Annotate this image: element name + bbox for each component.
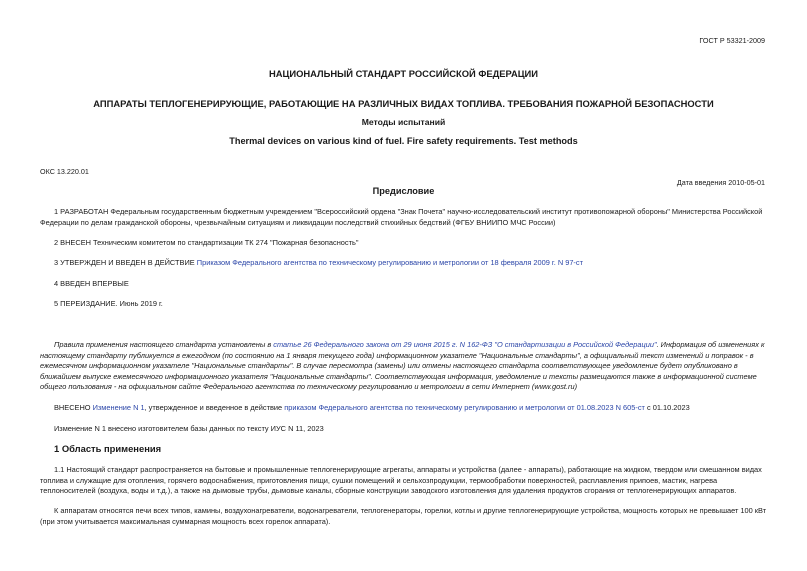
- introduction-date: Дата введения 2010-05-01: [676, 178, 765, 187]
- application-rules-text: Правила применения настоящего стандарта установлены в: [54, 340, 274, 349]
- title-english: Thermal devices on various kind of fuel. Fire safety requirements. Test methods: [229, 136, 578, 146]
- amendment-prefix: ВНЕСЕНО: [54, 403, 93, 412]
- foreword-heading: Предисловие: [372, 186, 435, 196]
- title-standard: НАЦИОНАЛЬНЫЙ СТАНДАРТ РОССИЙСКОЙ ФЕДЕРАЦИИ: [268, 68, 539, 79]
- foreword-item-1: 1 РАЗРАБОТАН Федеральным государственным бюджетным учреждением "Всероссийский ордена "Знак Почета" научно-исследовательский институт противопожарной обороны" Министерства Российской Федерации по делам гражданской обороны, чрезвычайным ситуациям и ликвидации последствий стихийных бедствий (ФГБУ ВНИИПО МЧС России): [40, 207, 763, 227]
- amendment-order-link[interactable]: приказом Федерального агентства по техническому регулированию и метрологии от 01.08.2023 N 605-ст: [284, 403, 645, 412]
- amendment-note: [40, 403, 773, 414]
- application-rules-rest: . Информация об изменениях к настоящему стандарту публикуется в ежегодном (по состоянию на 1 января текущего года) информационном указателе "Национальные стандарты", а официальный текст изменений и поправок - в ежемесячном информационном указателе "Национальные стандарты". В случае пересмотра (замены) или отмены настоящего стандарта соответствующее уведомление будет опубликовано в ближайшем выпуске ежемесячного информационного указателя "Национальные стандарты". Соответствующая информация, уведомление и тексты размещаются также в информационной системе общего пользования - на официальном сайте Федерального агентства по техническому регулированию и метрологии в сети Интернет (www.gost.ru): [40, 340, 765, 391]
- foreword-item-3-text: 3 УТВЕРЖДЕН И ВВЕДЕН В ДЕЙСТВИЕ: [54, 258, 197, 267]
- foreword-item-3: [40, 258, 773, 269]
- section-1-heading: 1 Область применения: [54, 443, 162, 454]
- change-note: Изменение N 1 внесено изготовителем базы данных по тексту ИУС N 11, 2023: [54, 424, 324, 433]
- amendment-1-link[interactable]: Изменение N 1: [92, 403, 145, 412]
- oks-code: ОКС 13.220.01: [40, 167, 89, 176]
- approval-order-link[interactable]: Приказом Федерального агентства по техническому регулированию и метрологии от 18 февраля 2009 г. N 97-ст: [196, 258, 583, 267]
- document-code: ГОСТ Р 53321-2009: [699, 36, 765, 45]
- section-1-clause-1-1: 1.1 Настоящий стандарт распространяется на бытовые и промышленные теплогенерирующие агрегаты, аппараты и устройства (далее - аппараты), работающие на жидком, твердом или смешанном видах топлива и служащие для отопления, горячего водоснабжения, приготовления пищи, сушки помещений и сельхозпродукции, термообработки поверхностей, расплавления припоев, мастик, нагрева теплоносителей (воздуха, воды и т.д.), а также на дымовые трубы, дымовые каналы, сборные конструкции заводского изготовления для удаления продуктов сгорания от теплогенерирующих аппаратов.: [40, 465, 762, 495]
- foreword-item-5: 5 ПЕРЕИЗДАНИЕ. Июнь 2019 г.: [54, 299, 163, 308]
- amendment-suffix: с 01.10.2023: [644, 403, 690, 412]
- section-1-clause-1-1-continuation: К аппаратам относятся печи всех типов, камины, воздухонагреватели, водонагреватели, теплогенераторы, горелки, котлы и другие теплогенерирующие устройства, мощность которых не превышает 100 кВт (при этом учитывается максимальная суммарная мощность всех горелок аппарата).: [40, 506, 767, 526]
- foreword-item-4: 4 ВВЕДЕН ВПЕРВЫЕ: [54, 279, 129, 288]
- amendment-mid: , утвержденное и введенное в действие: [144, 403, 285, 412]
- title-methods: Методы испытаний: [361, 117, 446, 127]
- foreword-item-2: 2 ВНЕСЕН Техническим комитетом по стандартизации ТК 274 "Пожарная безопасность": [54, 238, 359, 247]
- application-rules: [40, 340, 773, 393]
- title-main: АППАРАТЫ ТЕПЛОГЕНЕРИРУЮЩИЕ, РАБОТАЮЩИЕ НА РАЗЛИЧНЫХ ВИДАХ ТОПЛИВА. ТРЕБОВАНИЯ ПОЖАРНОЙ БЕЗОПАСНОСТИ: [93, 98, 714, 109]
- federal-law-link[interactable]: статье 26 Федерального закона от 29 июня 2015 г. N 162-ФЗ "О стандартизации в Российской Федерации": [273, 340, 657, 349]
